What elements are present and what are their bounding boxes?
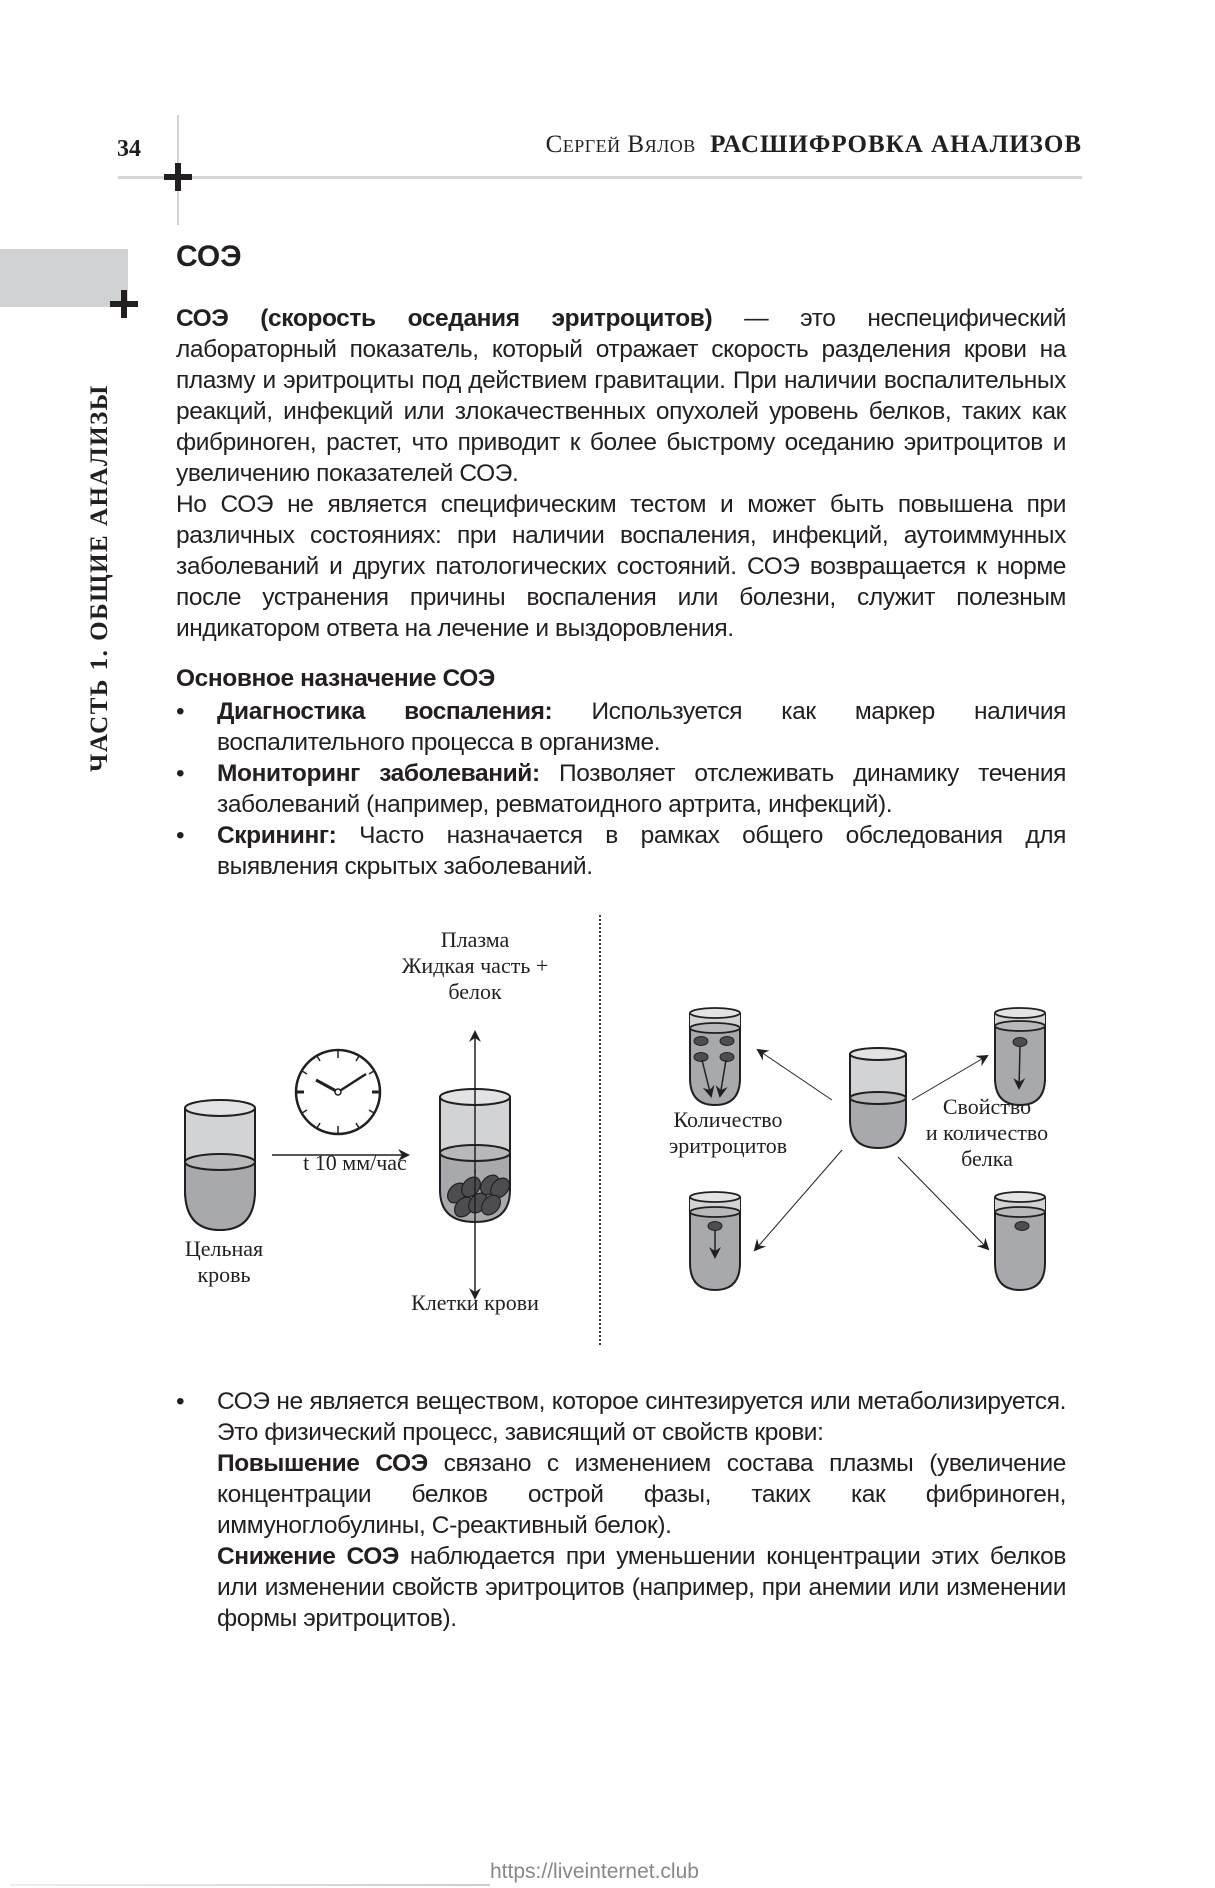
increase-note bbox=[217, 1448, 1066, 1541]
header-horizontal-rule bbox=[118, 176, 1082, 179]
whole-blood-label bbox=[164, 1236, 284, 1288]
tab-plus-icon bbox=[110, 290, 138, 318]
increase-term: Повышение СОЭ bbox=[217, 1450, 428, 1477]
figure-divider bbox=[599, 915, 601, 1345]
list-item bbox=[176, 1386, 1066, 1634]
list-item bbox=[176, 758, 1066, 820]
decrease-term: Снижение СОЭ bbox=[217, 1543, 399, 1570]
definition-text: — это неспецифический лабораторный показатель, который отражает скорость разделения крови на плазму и эритроциты под действием гравитации. При наличии воспалительных реакций, инфекций или злокачественных опухолей уровень белков, таких как фибриноген, растет, что приводит к более быстрому оседанию эритроцитов и увеличению показателей СОЭ. bbox=[176, 305, 1067, 487]
footer-rule bbox=[10, 1884, 490, 1886]
clock-icon bbox=[296, 1050, 380, 1134]
page-number: 34 bbox=[117, 136, 141, 162]
crosshair-plus-icon bbox=[164, 163, 192, 191]
label-line: белка bbox=[961, 1146, 1013, 1171]
increase-text: связано с изменением состава плазмы (увеличение концентрации белков острой фазы, таких как фибриноген, иммуноглобулины, С-реактивный белок). bbox=[217, 1450, 1066, 1539]
author-name: Сергей Вялов bbox=[545, 131, 696, 158]
paragraph-definition bbox=[176, 303, 1066, 489]
label-line: белок bbox=[448, 979, 502, 1004]
nonspecific-text: Но СОЭ не является специфическим тестом и может быть повышена при различных состояниях: при наличии воспаления, инфекций, аутоиммунных заболеваний и других патологических состояний. СОЭ возвращается к норме после устранения причины воспаления или болезни, служит полезным индикатором ответа на лечение и выздоровления. bbox=[176, 491, 1066, 642]
running-header bbox=[546, 131, 1082, 159]
label-line: Цельная bbox=[184, 1236, 264, 1261]
paragraph-nonspecific bbox=[176, 489, 1066, 644]
tube-bottom-right bbox=[995, 1192, 1045, 1290]
tube-bottom-left bbox=[690, 1192, 740, 1290]
chapter-vertical-title: ЧАСТЬ 1. ОБЩИЕ АНАЛИЗЫ bbox=[86, 384, 113, 772]
item-term: Мониторинг заболеваний: bbox=[217, 760, 540, 787]
list-item bbox=[176, 696, 1066, 758]
label-line: Свойство bbox=[942, 1094, 1032, 1119]
label-line: Жидкая часть + bbox=[401, 953, 549, 978]
label-line: Плазма bbox=[440, 927, 510, 952]
purpose-list bbox=[176, 696, 1066, 882]
tube-top-right bbox=[995, 1008, 1045, 1105]
item-term: Диагностика воспаления: bbox=[217, 698, 553, 725]
mechanism-list bbox=[176, 1386, 1066, 1634]
protein-label bbox=[912, 1094, 1062, 1172]
label-line: кровь bbox=[197, 1262, 251, 1287]
definition-term: СОЭ (скорость оседания эритроцитов) bbox=[176, 305, 713, 332]
rate-label: t 10 мм/час bbox=[303, 1150, 407, 1175]
separated-tube bbox=[440, 1089, 513, 1222]
center-tube bbox=[850, 1048, 906, 1148]
decrease-text: наблюдается при уменьшении концентрации этих белков или изменении свойств эритроцитов (например, при анемии или изменении формы эритроцитов). bbox=[217, 1543, 1066, 1632]
mechanism-text: • СОЭ не является веществом, которое синтезируется или метаболизируется. Это физический процесс, зависящий от свойств крови: bbox=[217, 1388, 1066, 1446]
purpose-heading: Основное назначение СОЭ bbox=[176, 665, 495, 692]
decrease-note bbox=[217, 1541, 1066, 1634]
label-line: эритроцитов bbox=[668, 1133, 788, 1158]
tube-top-left bbox=[690, 1008, 740, 1105]
item-text: Позволяет отслеживать динамику течения заболеваний (например, ревматоидного артрита, инфекций). bbox=[217, 760, 1066, 818]
list-item bbox=[176, 820, 1066, 882]
rbc-count-label bbox=[648, 1107, 808, 1159]
item-term: Скрининг: bbox=[217, 822, 337, 849]
whole-blood-tube bbox=[185, 1100, 255, 1230]
label-line: и количество bbox=[925, 1120, 1049, 1145]
plasma-label bbox=[370, 927, 580, 1005]
chapter-tab bbox=[0, 249, 128, 307]
watermark: https://liveinternet.club bbox=[490, 1860, 699, 1883]
item-text: Часто назначается в рамках общего обследования для выявления скрытых заболеваний. bbox=[217, 822, 1066, 880]
item-text: Используется как маркер наличия воспалительного процесса в организме. bbox=[217, 698, 1066, 756]
blood-cells-label: Клетки крови bbox=[411, 1290, 539, 1315]
label-line: Количество bbox=[673, 1107, 783, 1132]
section-title: СОЭ bbox=[176, 240, 242, 273]
book-title: РАСШИФРОВКА АНАЛИЗОВ bbox=[710, 131, 1082, 158]
